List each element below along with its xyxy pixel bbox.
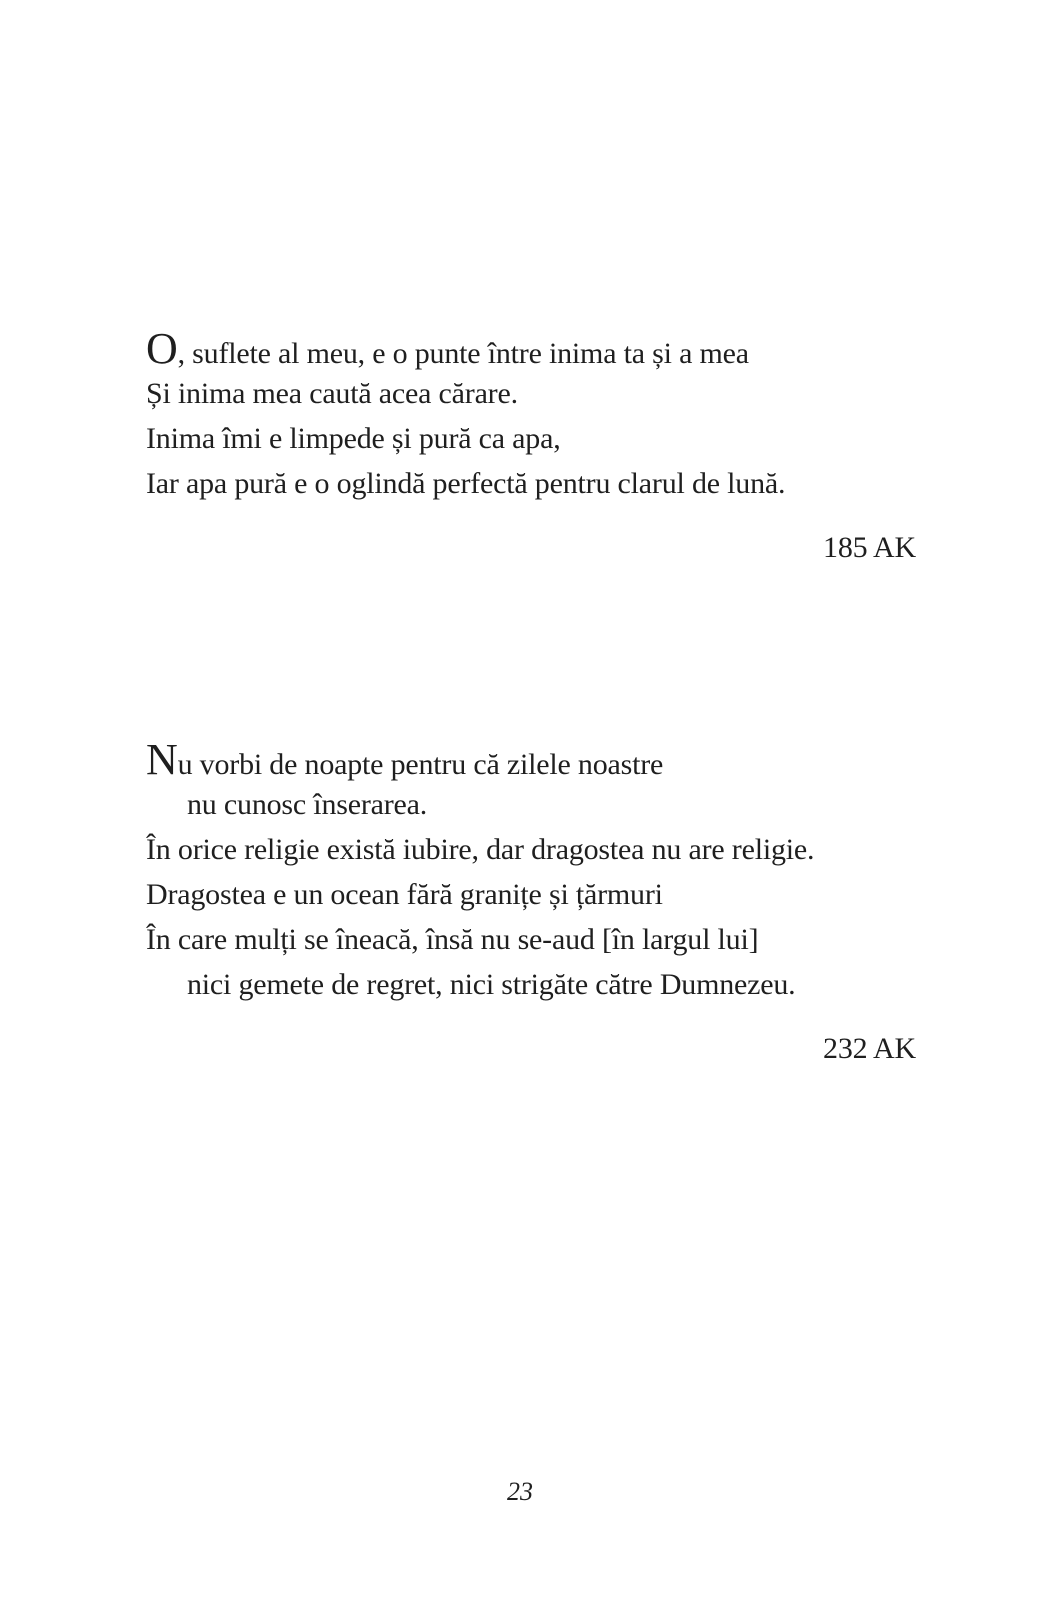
drop-cap-initial: O (146, 324, 178, 373)
poem-line: În care mulți se îneacă, însă nu se-aud [în largul lui] (146, 923, 759, 956)
poem-second (146, 737, 916, 1067)
poem-attribution: 185 AK (823, 531, 916, 564)
poem-line-text: , suflete al meu, e o punte între inima ta și a mea (177, 337, 749, 370)
poem-line (146, 326, 916, 371)
poem-line (146, 737, 916, 782)
poem-line-text: u vorbi de noapte pentru că zilele noastre (177, 748, 664, 781)
poem-attribution: 232 AK (823, 1032, 916, 1065)
poem-line: În orice religie există iubire, dar dragostea nu are religie. (146, 833, 815, 866)
poem-line: Iar apa pură e o oglindă perfectă pentru clarul de lună. (146, 467, 786, 500)
drop-cap-initial: N (146, 735, 178, 784)
poem-line: Dragostea e un ocean fără granițe și țărmuri (146, 878, 663, 911)
page-number: 23 (507, 1477, 533, 1506)
poem-line: nu cunosc înserarea. (187, 788, 428, 821)
poem-line: Și inima mea caută acea cărare. (146, 377, 518, 410)
poem-line: nici gemete de regret, nici strigăte către Dumnezeu. (187, 968, 796, 1001)
poem-first (146, 326, 916, 566)
poem-line: Inima îmi e limpede și pură ca apa, (146, 422, 561, 455)
